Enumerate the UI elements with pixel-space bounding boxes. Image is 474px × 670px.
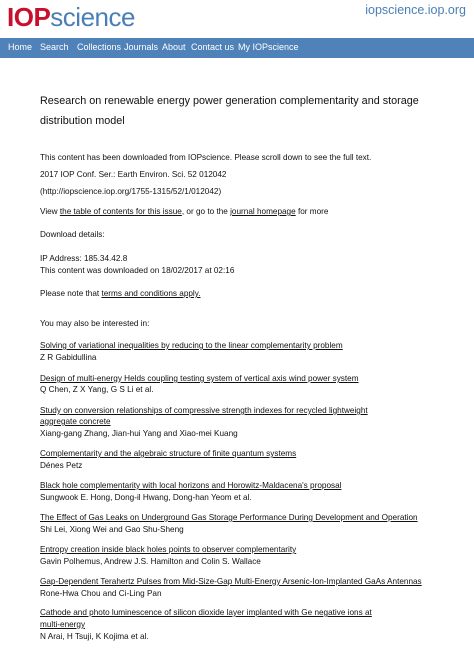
main-nav [0,38,474,58]
nav-my-iopscience[interactable]: My IOPscience [238,42,299,52]
terms-prefix: Please note that [40,289,102,298]
view-suffix: for more [295,207,329,216]
nav-contact-us[interactable]: Contact us [191,42,235,52]
toc-link[interactable]: the table of contents for this issue [59,207,182,216]
journal-homepage-link[interactable]: journal homepage [230,207,296,216]
view-line [40,206,328,217]
ip-address: IP Address: 185.34.42.8 [40,254,128,263]
nav-journals[interactable]: Journals [124,42,159,52]
download-details-heading: Download details: [40,230,105,239]
related-article-title[interactable]: The Effect of Gas Leaks on Underground Gas Storage Performance During Development and Operation [40,513,418,522]
site-header [0,0,474,38]
related-article-title[interactable]: Gap-Dependent Terahertz Pulses from Mid-Size-Gap Multi-Energy Arsenic-Ion-Implanted GaAs Antennas [40,577,422,586]
also-interested-heading: You may also be interested in: [40,319,150,328]
article-title: Research on renewable energy power generation complementarity and storage distribution model [40,95,419,127]
related-article-title[interactable]: Entropy creation inside black holes points to observer complementarity [40,545,297,554]
view-prefix: View [40,207,60,216]
related-article-authors: Rone-Hwa Chou and Ci-Ling Pan [40,589,162,598]
related-article-authors: Z R Gabidullina [40,353,97,362]
logo-science-text: science [50,2,135,32]
related-article-authors: Shi Lei, Xiong Wei and Gao Shu-Sheng [40,525,184,534]
iopscience-logo[interactable] [7,2,135,32]
citation: 2017 IOP Conf. Ser.: Earth Environ. Sci. 52 012042 [40,170,227,179]
terms-line [40,288,201,299]
related-article-authors: N Arai, H Tsuji, K Kojima et al. [40,632,149,641]
site-url-link[interactable]: iopscience.iop.org [365,3,466,17]
related-article-authors: Sungwook E. Hong, Dong-il Hwang, Dong-han Yeom et al. [40,493,252,502]
related-article-title[interactable]: Design of multi-energy Helds coupling testing system of vertical axis wind power system [40,374,359,383]
related-article-title-cont[interactable]: multi-energy [40,620,86,629]
terms-link[interactable]: terms and conditions apply. [101,289,201,298]
related-article-title-cont[interactable]: aggregate concrete [40,417,111,426]
nav-collections[interactable]: Collections [77,42,122,52]
related-article-title[interactable]: Black hole complementarity with local horizons and Horowitz-Maldacena's proposal [40,481,342,490]
related-article-title[interactable]: Solving of variational inequalities by reducing to the linear complementarity problem [40,341,343,350]
logo-iop-text: IOP [7,2,51,32]
related-article-authors: Q Chen, Z X Yang, G S Li et al. [40,385,154,394]
view-middle: , or go to the [181,207,231,216]
related-article-title[interactable]: Study on conversion relationships of compressive strength indexes for recycled lightweight [40,406,368,415]
related-article-authors: Dénes Petz [40,461,83,470]
nav-about[interactable]: About [162,42,186,52]
download-notice: This content has been downloaded from IOPscience. Please scroll down to see the full text. [40,153,372,162]
nav-home[interactable]: Home [8,42,33,52]
related-article-authors: Gavin Polhemus, Andrew J.S. Hamilton and Colin S. Wallace [40,557,261,566]
related-article-title[interactable]: Complementarity and the algebraic structure of finite quantum systems [40,449,297,458]
doi-url: (http://iopscience.iop.org/1755-1315/52/1/012042) [40,187,222,196]
related-article-title[interactable]: Cathode and photo luminescence of silicon dioxide layer implanted with Ge negative ions at [40,608,372,617]
related-article-authors: Xiang-gang Zhang, Jian-hui Yang and Xiao-mei Kuang [40,429,238,438]
download-timestamp: This content was downloaded on 18/02/2017 at 02:16 [40,266,235,275]
nav-search[interactable]: Search [40,42,69,52]
